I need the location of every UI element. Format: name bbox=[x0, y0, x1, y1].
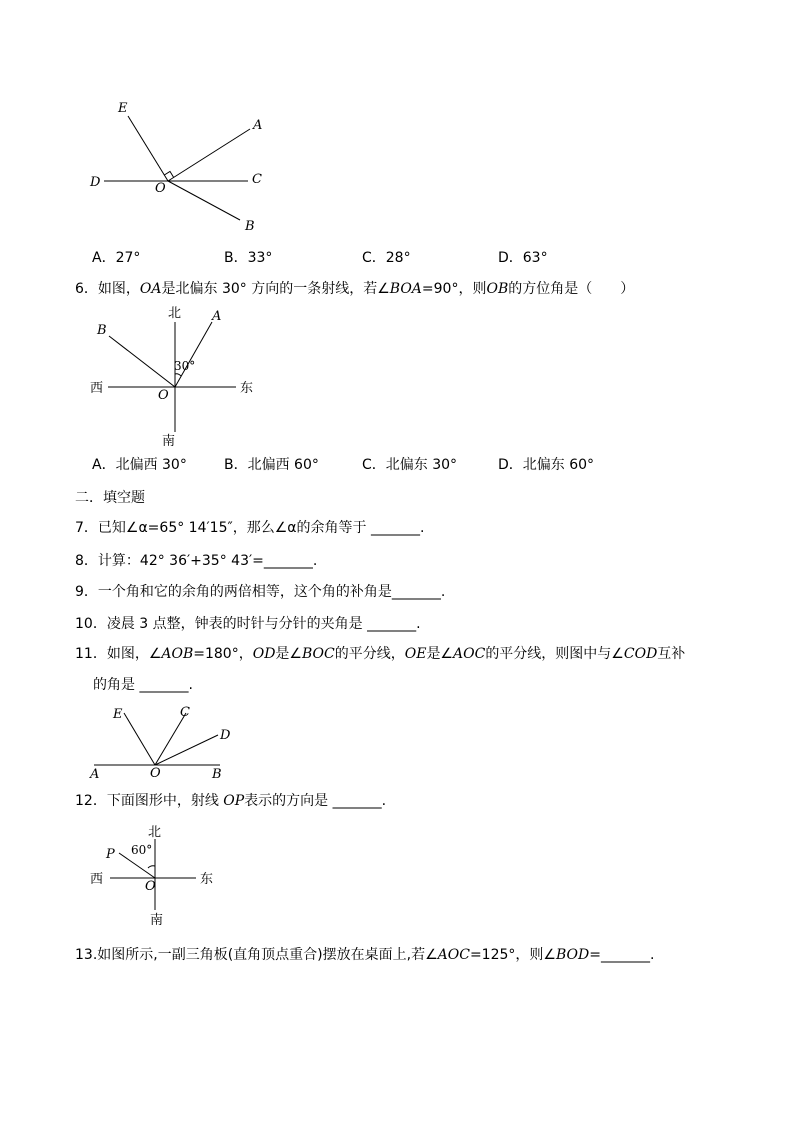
q11-boc: BOC bbox=[301, 646, 335, 662]
q6-text: 6．如图， bbox=[75, 281, 140, 297]
q11-text: 11．如图，∠ bbox=[75, 646, 162, 662]
q11-aob: AOB bbox=[161, 646, 194, 662]
label-e: E bbox=[113, 707, 123, 722]
question-11-line2: 的角是 _______. bbox=[93, 677, 193, 693]
label-d: D bbox=[90, 175, 101, 190]
label-east: 东 bbox=[240, 381, 254, 396]
q5-option-d: D．63° bbox=[498, 250, 548, 266]
label-angle-60: 60° bbox=[131, 843, 153, 857]
q11-text: 互补 bbox=[657, 646, 686, 662]
q11-text: 的平分线， bbox=[334, 646, 405, 662]
q6-oa: OA bbox=[139, 281, 162, 297]
q12-op: OP bbox=[223, 793, 245, 809]
q13-aoc: AOC bbox=[437, 947, 470, 963]
label-o: O bbox=[150, 766, 161, 781]
label-e: E bbox=[118, 101, 128, 116]
q11-text: 是∠ bbox=[275, 646, 302, 662]
label-b: B bbox=[245, 219, 255, 234]
label-a: A bbox=[212, 309, 222, 324]
label-a: A bbox=[90, 767, 100, 782]
q6-boa: BOA bbox=[389, 281, 422, 297]
label-o: O bbox=[158, 388, 169, 403]
question-13 bbox=[75, 946, 654, 964]
q13-text: 13.如图所示,一副三角板(直角顶点重合)摆放在桌面上,若∠ bbox=[75, 947, 438, 963]
q11-text: 是∠ bbox=[426, 646, 453, 662]
q6-text: 是北偏东 30° 方向的一条射线，若∠ bbox=[161, 281, 390, 297]
section-title-fill-in: 二．填空题 bbox=[75, 490, 145, 506]
q6-option-c: C．北偏东 30° bbox=[362, 457, 458, 473]
question-8: 8．计算：42° 36′+35° 43′=_______. bbox=[75, 553, 318, 569]
q6-option-b: B．北偏西 60° bbox=[224, 457, 319, 473]
q6-option-a: A．北偏西 30° bbox=[92, 457, 187, 473]
label-south: 南 bbox=[150, 913, 164, 928]
label-o: O bbox=[145, 879, 156, 894]
label-p: P bbox=[106, 847, 115, 862]
label-east: 东 bbox=[200, 872, 214, 887]
label-o: O bbox=[155, 181, 166, 196]
q13-text: =125°，则∠ bbox=[469, 947, 556, 963]
q5-option-b: B．33° bbox=[224, 250, 273, 266]
question-9: 9．一个角和它的余角的两倍相等，这个角的补角是_______. bbox=[75, 584, 446, 600]
q11-text: =180°， bbox=[193, 646, 253, 662]
label-north: 北 bbox=[168, 306, 182, 321]
q11-cod: COD bbox=[623, 646, 658, 662]
label-b: B bbox=[212, 767, 222, 782]
q13-bod: BOD bbox=[555, 947, 590, 963]
q13-text: =_______. bbox=[589, 947, 655, 963]
q6-text: 的方位角是（ ） bbox=[508, 281, 635, 297]
label-c: C bbox=[252, 172, 262, 187]
q11-aoc: AOC bbox=[453, 646, 486, 662]
label-c: C bbox=[180, 705, 190, 720]
q12-text: 12．下面图形中，射线 bbox=[75, 793, 224, 809]
label-south: 南 bbox=[162, 434, 176, 449]
label-d: D bbox=[220, 728, 231, 743]
angle-arc-60 bbox=[148, 866, 155, 868]
q6-text: =90°，则 bbox=[421, 281, 487, 297]
q5-option-a: A．27° bbox=[92, 250, 141, 266]
label-west: 西 bbox=[90, 381, 104, 396]
q5-option-c: C．28° bbox=[362, 250, 411, 266]
question-7: 7．已知∠α=65° 14′15″，那么∠α的余角等于 _______. bbox=[75, 520, 425, 536]
label-north: 北 bbox=[148, 825, 162, 840]
q12-text: 表示的方向是 _______. bbox=[244, 793, 387, 809]
q6-ob: OB bbox=[486, 281, 509, 297]
q11-od: OD bbox=[252, 646, 276, 662]
label-west: 西 bbox=[90, 872, 104, 887]
q11-oe: OE bbox=[404, 646, 427, 662]
q11-text: 的平分线，则图中与∠ bbox=[485, 646, 624, 662]
q6-option-d: D．北偏东 60° bbox=[498, 457, 595, 473]
label-b: B bbox=[97, 323, 107, 338]
label-a: A bbox=[253, 118, 263, 133]
label-angle-30: 30° bbox=[174, 359, 196, 373]
question-10: 10．凌晨 3 点整，钟表的时针与分针的夹角是 _______. bbox=[75, 616, 421, 632]
